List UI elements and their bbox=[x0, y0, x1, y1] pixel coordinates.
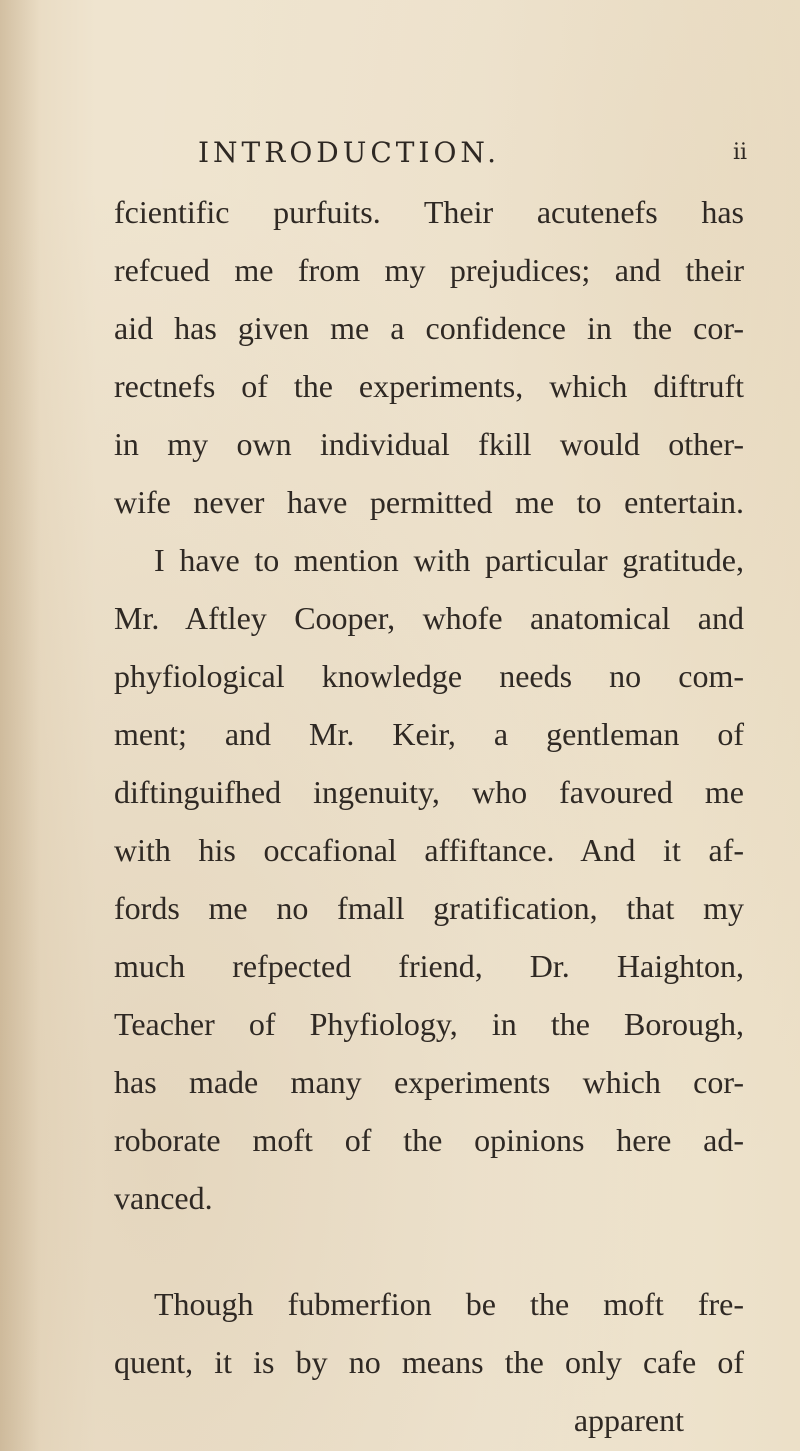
text-line: rectnefs of the experiments, which diftruft bbox=[114, 368, 744, 404]
text-line: has made many experiments which cor- bbox=[114, 1064, 744, 1100]
text-line: fords me no fmall gratification, that my bbox=[114, 890, 744, 926]
page-number: ii bbox=[733, 140, 748, 165]
running-head bbox=[0, 133, 800, 173]
running-head-title: INTRODUCTION. bbox=[198, 136, 501, 169]
text-line: aid has given me a confidence in the cor- bbox=[114, 310, 744, 346]
text-line: refcued me from my prejudices; and their bbox=[114, 252, 744, 288]
text-line: ment; and Mr. Keir, a gentleman of bbox=[114, 716, 744, 752]
text-line: in my own individual fkill would other- bbox=[114, 426, 744, 462]
text-line: I have to mention with particular gratitude, bbox=[154, 542, 744, 578]
text-line: quent, it is by no means the only cafe of bbox=[114, 1344, 744, 1380]
text-line: Teacher of Phyfiology, in the Borough, bbox=[114, 1006, 744, 1042]
text-line: phyfiological knowledge needs no com- bbox=[114, 658, 744, 694]
body-text bbox=[114, 183, 744, 1449]
paragraph-3 bbox=[114, 1275, 744, 1391]
text-line: wife never have permitted me to entertain. bbox=[114, 484, 744, 520]
paragraph-1 bbox=[114, 183, 744, 531]
text-line: diftinguifhed ingenuity, who favoured me bbox=[114, 774, 744, 810]
text-line: with his occafional affiftance. And it af- bbox=[114, 832, 744, 868]
catchword: apparent bbox=[573, 1402, 684, 1438]
text-line: much refpected friend, Dr. Haighton, bbox=[114, 948, 744, 984]
paragraph-gap bbox=[114, 1227, 744, 1275]
text-line: Though fubmerfion be the moft fre- bbox=[154, 1286, 744, 1322]
text-line: fcientific purfuits. Their acutenefs has bbox=[114, 194, 744, 230]
text-line: vanced. bbox=[114, 1180, 213, 1216]
text-line: Mr. Aftley Cooper, whofe anatomical and bbox=[114, 600, 744, 636]
paragraph-2 bbox=[114, 531, 744, 1227]
gutter-shadow bbox=[0, 0, 40, 1451]
text-line: roborate moft of the opinions here ad- bbox=[114, 1122, 744, 1158]
